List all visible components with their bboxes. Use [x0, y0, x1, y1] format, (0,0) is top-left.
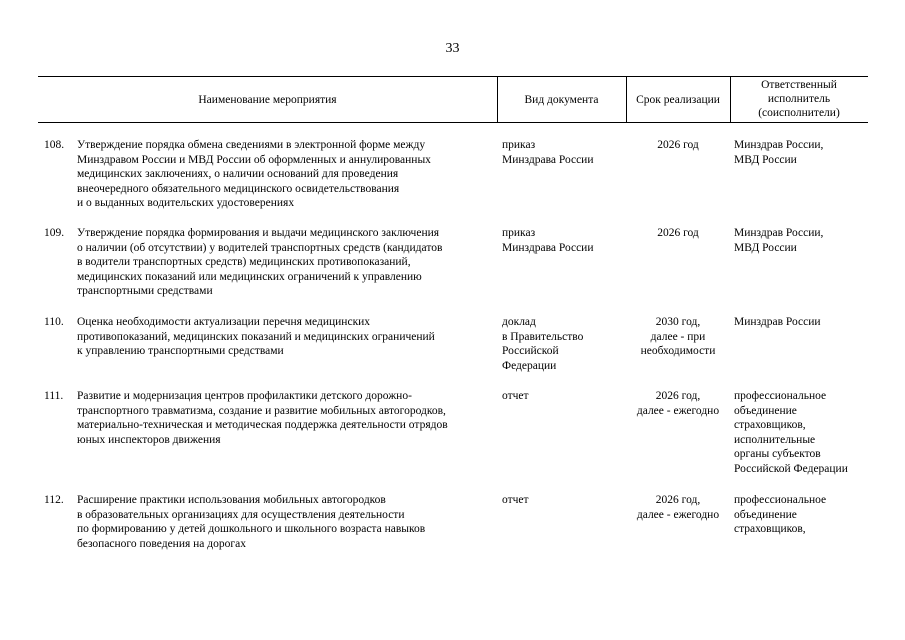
- table-top-border: [38, 76, 868, 77]
- page-number: 33: [445, 41, 460, 56]
- row-name: Расширение практики использования мобильных автогородков в образовательных организациях для осуществления деятельности по формированию у детей дошкольного и школьного возраста навыков безопасного поведения на дорогах: [77, 494, 426, 550]
- row-doc-type: отчет: [502, 390, 529, 402]
- row-term: 2026 год: [657, 139, 699, 151]
- row-number: 109.: [44, 227, 65, 239]
- row-executor: Минздрав России, МВД России: [734, 139, 824, 166]
- header-doc-type: Вид документа: [524, 94, 599, 106]
- row-number: 110.: [44, 316, 64, 328]
- row-term: 2026 год, далее - ежегодно: [636, 494, 720, 521]
- row-doc-type: приказ Минздрава России: [502, 139, 594, 166]
- row-name: Оценка необходимости актуализации перечня медицинских противопоказаний, медицинских показаний и медицинских ограничений к управлению транспортными средствами: [77, 316, 435, 358]
- row-doc-type: отчет: [502, 494, 529, 506]
- row-term: 2030 год, далее - при необходимости: [640, 316, 716, 358]
- table-header-border: [38, 122, 868, 123]
- row-number: 108.: [44, 139, 65, 151]
- row-name: Утверждение порядка формирования и выдачи медицинского заключения о наличии (об отсутствии) у водителей транспортных средств (кандидатов в водители транспортных средств) медицинских противопоказаний, медицинских показаний или медицинских ограничений к управлению транспортными средствами: [77, 227, 443, 298]
- row-doc-type: доклад в Правительство Российской Федерации: [502, 316, 584, 372]
- header-executor: Ответственный исполнитель (соисполнители): [758, 79, 840, 119]
- header-term: Срок реализации: [636, 94, 720, 106]
- row-executor: Минздрав России, МВД России: [734, 227, 824, 254]
- row-executor: профессиональное объединение страховщиков,: [734, 494, 827, 536]
- row-term: 2026 год: [657, 227, 699, 239]
- header-name: Наименование мероприятия: [198, 94, 337, 106]
- row-executor: профессиональное объединение страховщиков, исполнительные органы субъектов Российской Федерации: [734, 390, 848, 475]
- row-doc-type: приказ Минздрава России: [502, 227, 594, 254]
- row-name: Утверждение порядка обмена сведениями в электронной форме между Минздравом России и МВД России об оформленных и аннулированных медицинских заключениях, о наличии оснований для проведения внеочередного обязательного медицинского освидетельствования и о выданных водительских удостоверениях: [77, 139, 431, 210]
- row-number: 111.: [44, 390, 64, 402]
- row-number: 112.: [44, 494, 64, 506]
- row-name: Развитие и модернизация центров профилактики детского дорожно- транспортного травматизма, создание и развитие мобильных автогородков, материально-техническая и методическая поддержка деятельности отрядов юных инспекторов движения: [77, 390, 448, 446]
- row-executor: Минздрав России: [734, 316, 821, 328]
- row-term: 2026 год, далее - ежегодно: [636, 390, 720, 417]
